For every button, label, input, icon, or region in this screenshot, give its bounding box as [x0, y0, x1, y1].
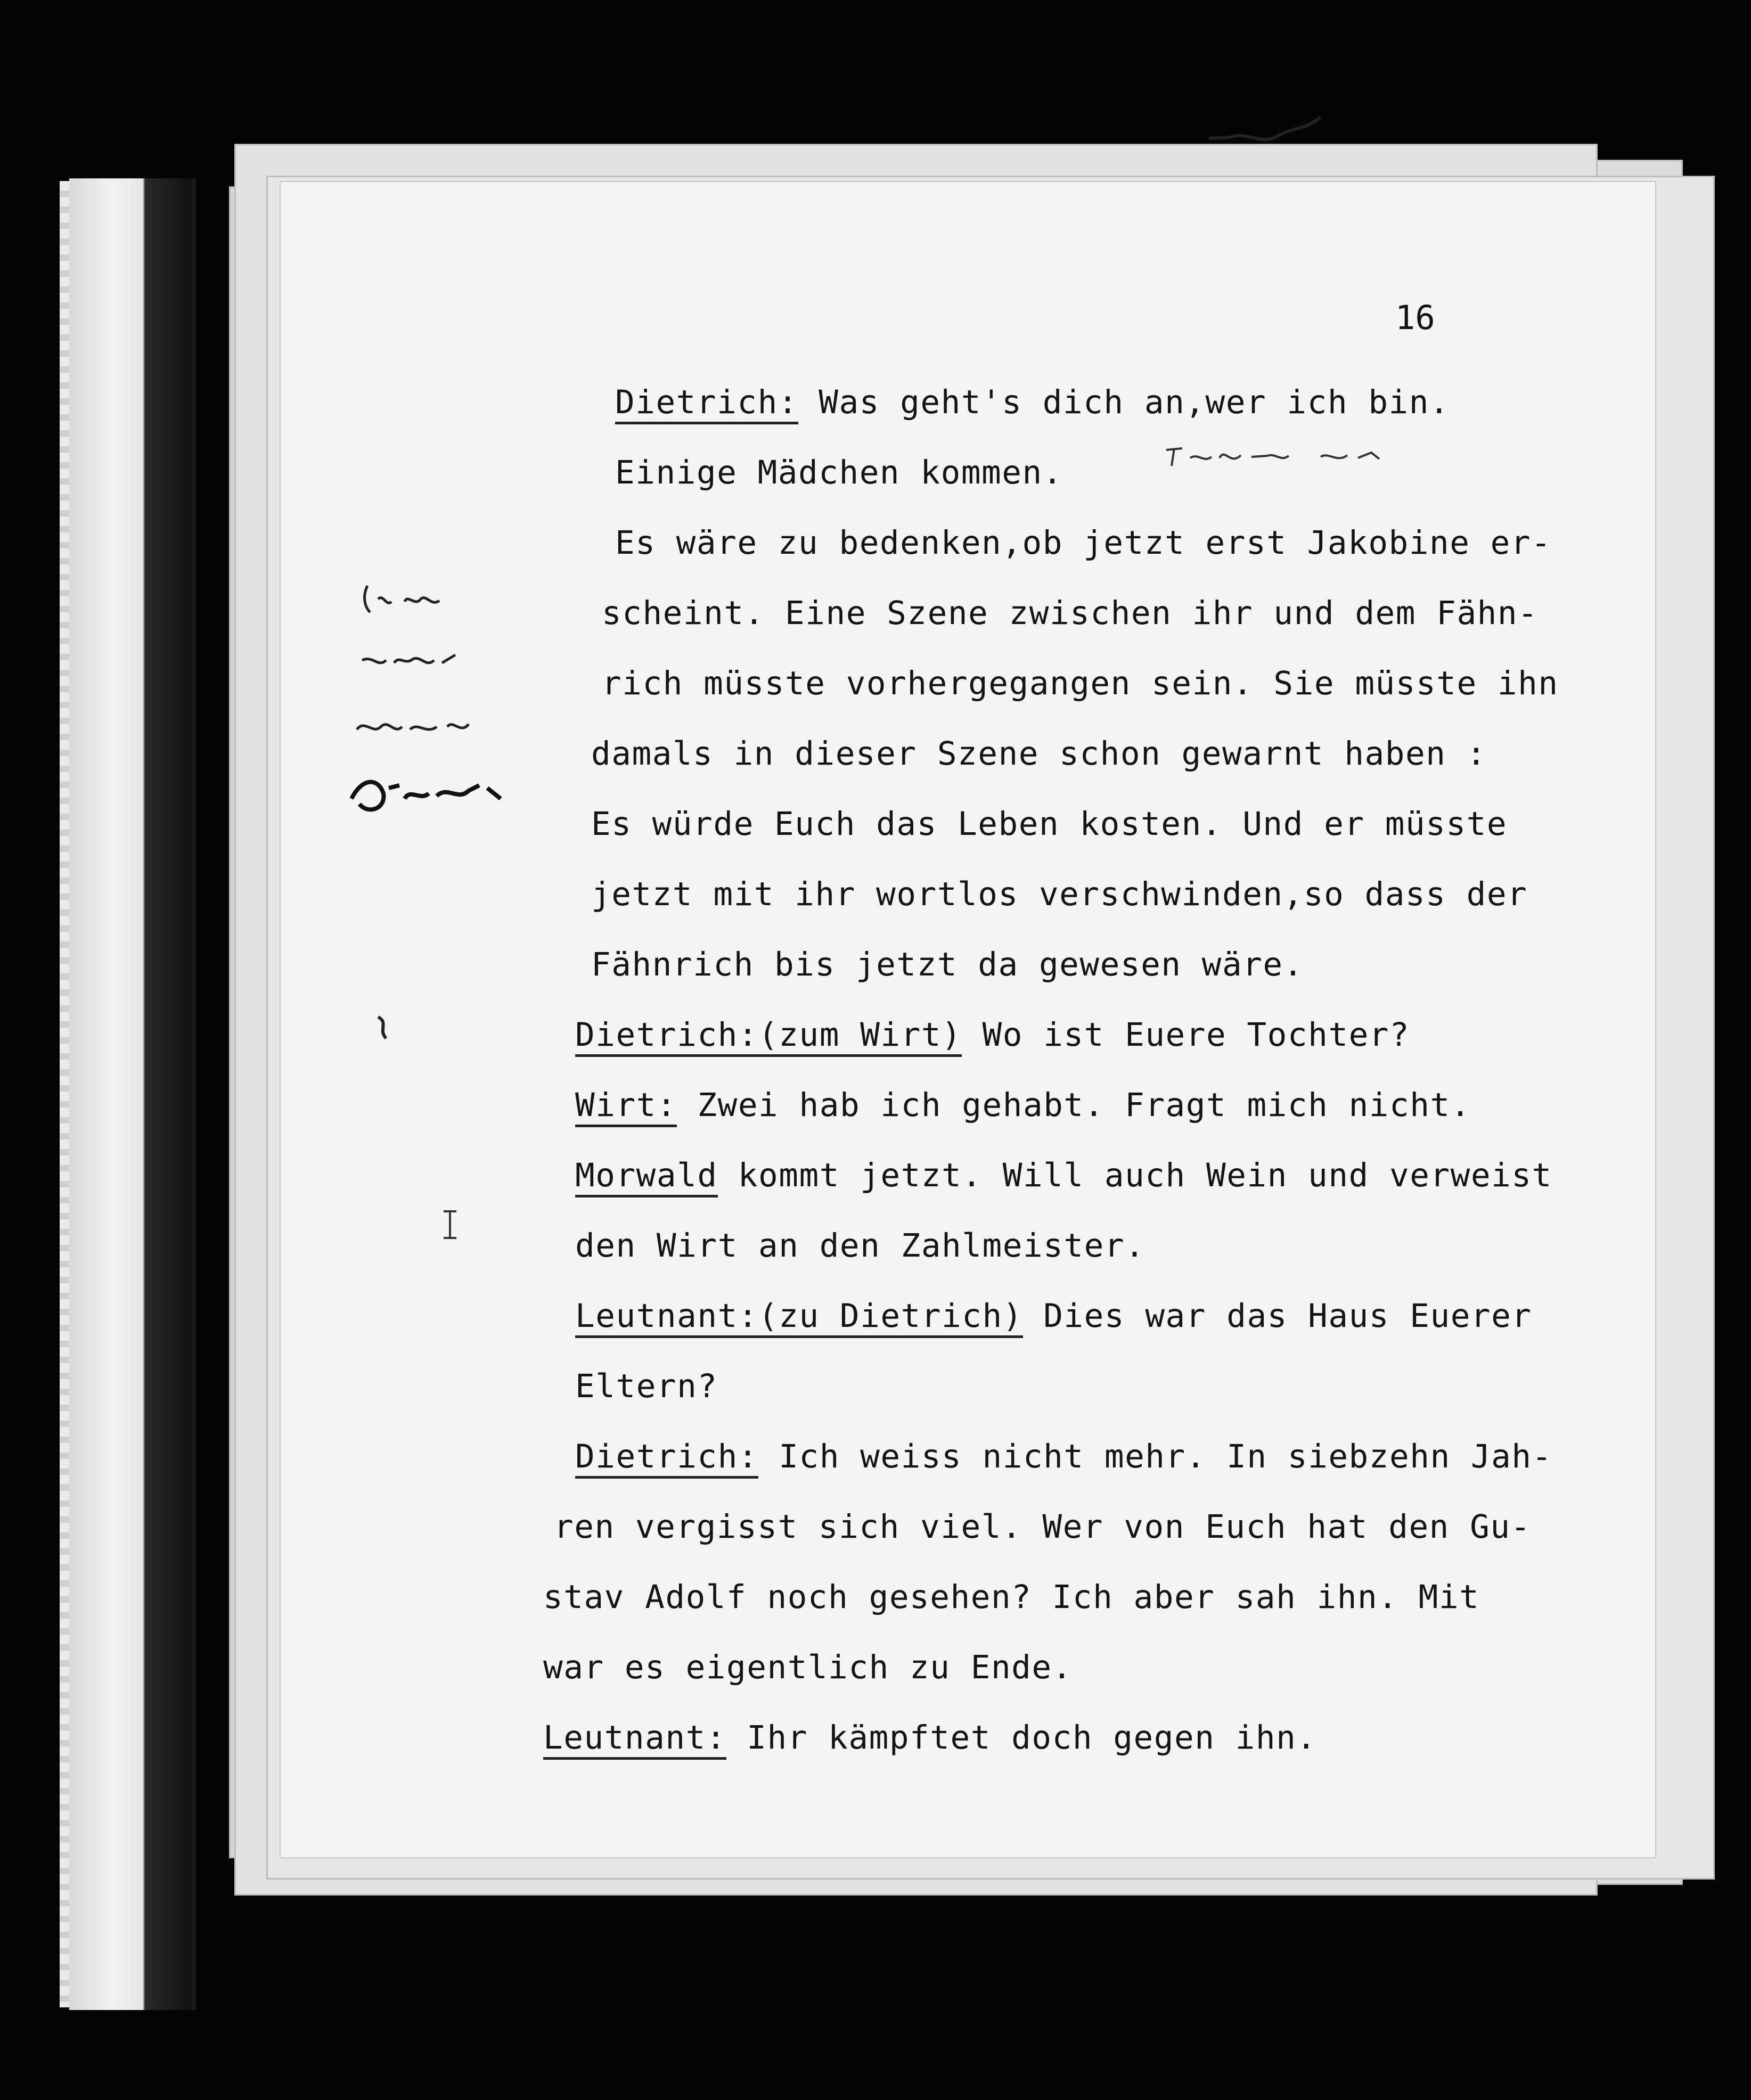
line-text: Ihr kämpftet doch gegen ihn. [726, 1719, 1317, 1757]
page-number: 16 [1395, 298, 1435, 337]
script-line: Es würde Euch das Leben kosten. Und er müsste [591, 805, 1508, 843]
margin-tick-mark [373, 1012, 394, 1044]
speaker-name: Wirt: [575, 1086, 677, 1127]
line-text: kommt jetzt. Will auch Wein und verweist [717, 1156, 1552, 1194]
script-line: damals in dieser Szene schon gewarnt haben : [591, 735, 1487, 773]
script-line [517, 1000, 1576, 1070]
script-line [485, 1703, 1576, 1773]
stage-direction: (zu Dietrich) [758, 1297, 1023, 1338]
script-line: Eltern? [575, 1367, 718, 1405]
speaker-name: Dietrich: [575, 1016, 758, 1057]
script-line: war es eigentlich zu Ende. [543, 1648, 1073, 1686]
script-line [557, 367, 1576, 438]
script-line: jetzt mit ihr wortlos verschwinden,so dass der [591, 875, 1528, 913]
line-text: Wo ist Euere Tochter? [962, 1016, 1410, 1054]
script-line: Es wäre zu bedenken,ob jetzt erst Jakobine er- [615, 524, 1552, 562]
stage-direction: (zum Wirt) [758, 1016, 962, 1057]
speaker-name: Dietrich: [615, 383, 798, 424]
speaker-name: Morwald [575, 1156, 718, 1197]
script-line: stav Adolf noch gesehen? Ich aber sah ihn. Mit [543, 1578, 1480, 1616]
script-line [517, 1070, 1576, 1141]
margin-bracket-mark [439, 1206, 461, 1243]
script-line [517, 1141, 1576, 1211]
typed-script [511, 367, 1576, 1773]
speaker-name: Leutnant: [543, 1719, 726, 1760]
speaker-name: Leutnant: [575, 1297, 758, 1338]
line-text: Was geht's dich an,wer ich bin. [798, 383, 1450, 421]
top-scribble-mark [1198, 106, 1326, 165]
binding-strip [69, 178, 196, 2010]
script-line: Fähnrich bis jetzt da gewesen wäre. [591, 946, 1304, 983]
script-line: den Wirt an den Zahlmeister. [575, 1227, 1145, 1265]
speaker-name: Dietrich: [575, 1438, 758, 1479]
script-line [517, 1422, 1576, 1492]
script-line: rich müsste vorhergegangen sein. Sie müsste ihn [602, 665, 1559, 702]
script-line: ren vergisst sich viel. Wer von Euch hat den Gu- [554, 1508, 1531, 1546]
script-line: scheint. Eine Szene zwischen ihr und dem Fähn- [602, 594, 1539, 632]
line-text: Dies war das Haus Euerer [1022, 1297, 1532, 1335]
script-line [517, 1281, 1576, 1351]
line-text: Ich weiss nicht mehr. In siebzehn Jah- [758, 1438, 1552, 1475]
line-text: Zwei hab ich gehabt. Fragt mich nicht. [677, 1086, 1471, 1124]
script-line: Einige Mädchen kommen. [615, 454, 1063, 491]
